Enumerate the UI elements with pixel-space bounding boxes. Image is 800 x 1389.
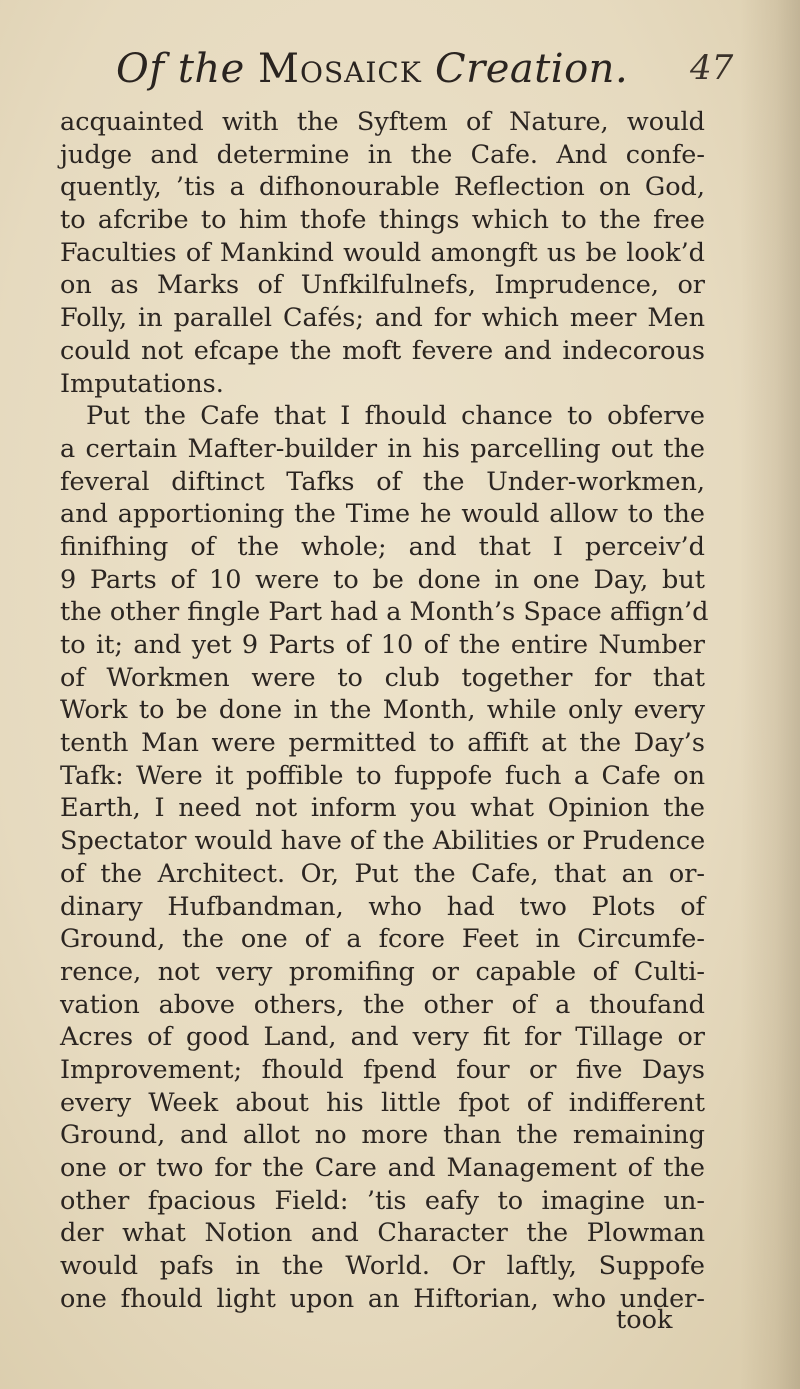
running-head-mosaick: Mosaick <box>258 46 422 92</box>
text-line: a certain Mafter-builder in his parcelling out the <box>60 433 705 464</box>
text-line: of Workmen were to club together for that <box>60 662 705 693</box>
page-gutter-shadow <box>740 0 800 1389</box>
text-line: Ground, the one of a fcore Feet in Circumfe- <box>60 924 705 955</box>
text-line: Improvement; fhould fpend four or five Days <box>60 1054 705 1085</box>
text-line: and apportioning the Time he would allow to the <box>60 499 705 530</box>
text-line: one fhould light upon an Hiftorian, who under- <box>60 1283 705 1314</box>
text-line: acquainted with the Syftem of Nature, would <box>60 107 705 137</box>
catchword: took <box>616 1305 673 1335</box>
text-line: Faculties of Mankind would amongft us be look’d <box>60 237 705 268</box>
text-line: der what Notion and Character the Plowman <box>60 1218 705 1249</box>
text-line: could not efcape the moft fevere and indecorous <box>60 335 705 366</box>
text-line: Spectator would have of the Abilities or Prudence <box>60 826 706 857</box>
text-line: Folly, in parallel Cafés; and for which meer Men <box>60 303 705 334</box>
text-line: Imputations. <box>60 368 224 399</box>
text-line: Acres of good Land, and very fit for Tillage or <box>60 1022 705 1053</box>
text-line: Earth, I need not inform you what Opinion the <box>60 793 705 824</box>
text-line: to it; and yet 9 Parts of 10 of the entire Number <box>60 630 705 660</box>
text-line: quently, ’tis a difhonourable Reflection on God, <box>60 172 705 203</box>
text-line: on as Marks of Unfkilfulnefs, Imprudence, or <box>60 270 705 301</box>
text-line: tenth Man were permitted to affift at the Day’s <box>60 728 705 759</box>
text-line: rence, not very promifing or capable of Culti- <box>60 956 705 987</box>
text-line: to afcribe to him thofe things which to the free <box>60 205 705 236</box>
running-head-prefix: Of the <box>116 46 259 92</box>
text-line: finifhing of the whole; and that I perceiv’d <box>60 531 705 562</box>
text-line: feveral diftinct Tafks of the Under-workmen, <box>60 466 705 497</box>
page-number: 47 <box>690 48 734 88</box>
text-line: one or two for the Care and Management of the <box>60 1153 705 1183</box>
running-head-suffix: Creation. <box>421 46 629 92</box>
text-line: every Week about his little fpot of indifferent <box>60 1087 705 1118</box>
text-line: Tafk: Were it poffible to fuppofe fuch a Cafe on <box>60 760 705 791</box>
text-line: Work to be done in the Month, while only every <box>60 695 705 726</box>
text-line: 9 Parts of 10 were to be done in one Day, but <box>60 564 705 595</box>
text-line: would pafs in the World. Or laftly, Suppofe <box>60 1251 705 1282</box>
running-head <box>116 46 628 92</box>
paragraph-start-line: Put the Cafe that I fhould chance to obferve <box>86 401 705 432</box>
text-line: dinary Hufbandman, who had two Plots of <box>60 891 705 922</box>
text-line: other fpacious Field: ’tis eafy to imagine un- <box>60 1185 705 1216</box>
text-line: vation above others, the other of a thoufand <box>60 989 705 1020</box>
text-line: Ground, and allot no more than the remaining <box>60 1120 705 1151</box>
text-line: judge and determine in the Cafe. And confe- <box>60 139 705 170</box>
text-line: of the Architect. Or, Put the Cafe, that an or- <box>60 858 705 889</box>
text-line: the other fingle Part had a Month’s Space affign’d <box>60 597 709 628</box>
body-text <box>60 106 709 1315</box>
